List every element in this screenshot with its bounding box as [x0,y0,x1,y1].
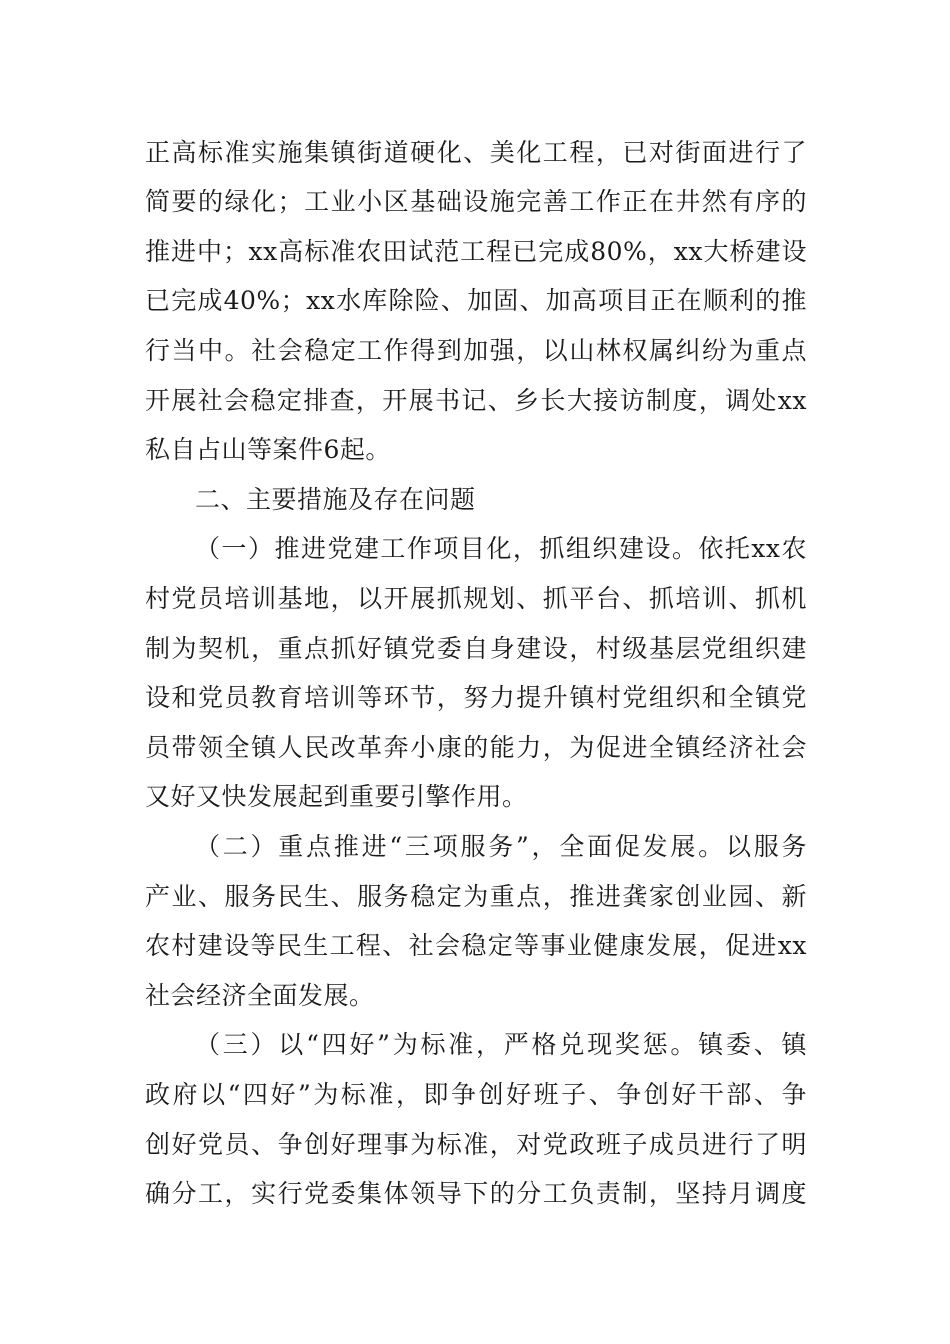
body-text-line: 农村建设等民生工程、社会稳定等事业健康发展，促进xx [145,931,807,960]
paragraph-first-line: （二）重点推进“三项服务”，全面促发展。以服务 [195,832,807,861]
body-text-line: 简要的绿化；工业小区基础设施完善工作正在井然有序的 [145,187,807,216]
body-text-line: 确分工，实行党委集体领导下的分工负责制，坚持月调度 [145,1179,807,1208]
body-text-line: 设和党员教育培训等环节，努力提升镇村党组织和全镇党 [145,683,807,712]
body-text-line: 又好又快发展起到重要引擎作用。 [145,782,528,811]
paragraph-first-line: （三）以“四好”为标准，严格兑现奖惩。镇委、镇 [195,1030,807,1059]
body-text-line: 推进中；xx高标准农田试范工程已完成80%，xx大桥建设 [145,237,807,266]
body-text-line: 私自占山等案件6起。 [145,435,391,464]
paragraph-first-line: （一）推进党建工作项目化，抓组织建设。依托xx农 [195,534,807,563]
body-text-line: 已完成40%；xx水库除险、加固、加高项目正在顺利的推 [145,286,807,315]
body-text-line: 正高标准实施集镇街道硬化、美化工程，已对街面进行了 [145,138,807,167]
section-heading: 二、主要措施及存在问题 [195,485,476,514]
body-text-line: 村党员培训基地，以开展抓规划、抓平台、抓培训、抓机 [145,584,807,613]
body-text-line: 社会经济全面发展。 [145,981,375,1010]
body-text-line: 行当中。社会稳定工作得到加强，以山林权属纠纷为重点 [145,336,807,365]
body-text-line: 政府以“四好”为标准，即争创好班子、争创好干部、争 [145,1080,807,1109]
body-text-line: 开展社会稳定排查，开展书记、乡长大接访制度，调处xx [145,386,807,415]
body-text-line: 制为契机，重点抓好镇党委自身建设，村级基层党组织建 [145,634,807,663]
body-text-line: 产业、服务民生、服务稳定为重点，推进龚家创业园、新 [145,882,807,911]
body-text-line: 创好党员、争创好理事为标准，对党政班子成员进行了明 [145,1130,807,1159]
body-text-line: 员带领全镇人民改革奔小康的能力，为促进全镇经济社会 [145,733,807,762]
